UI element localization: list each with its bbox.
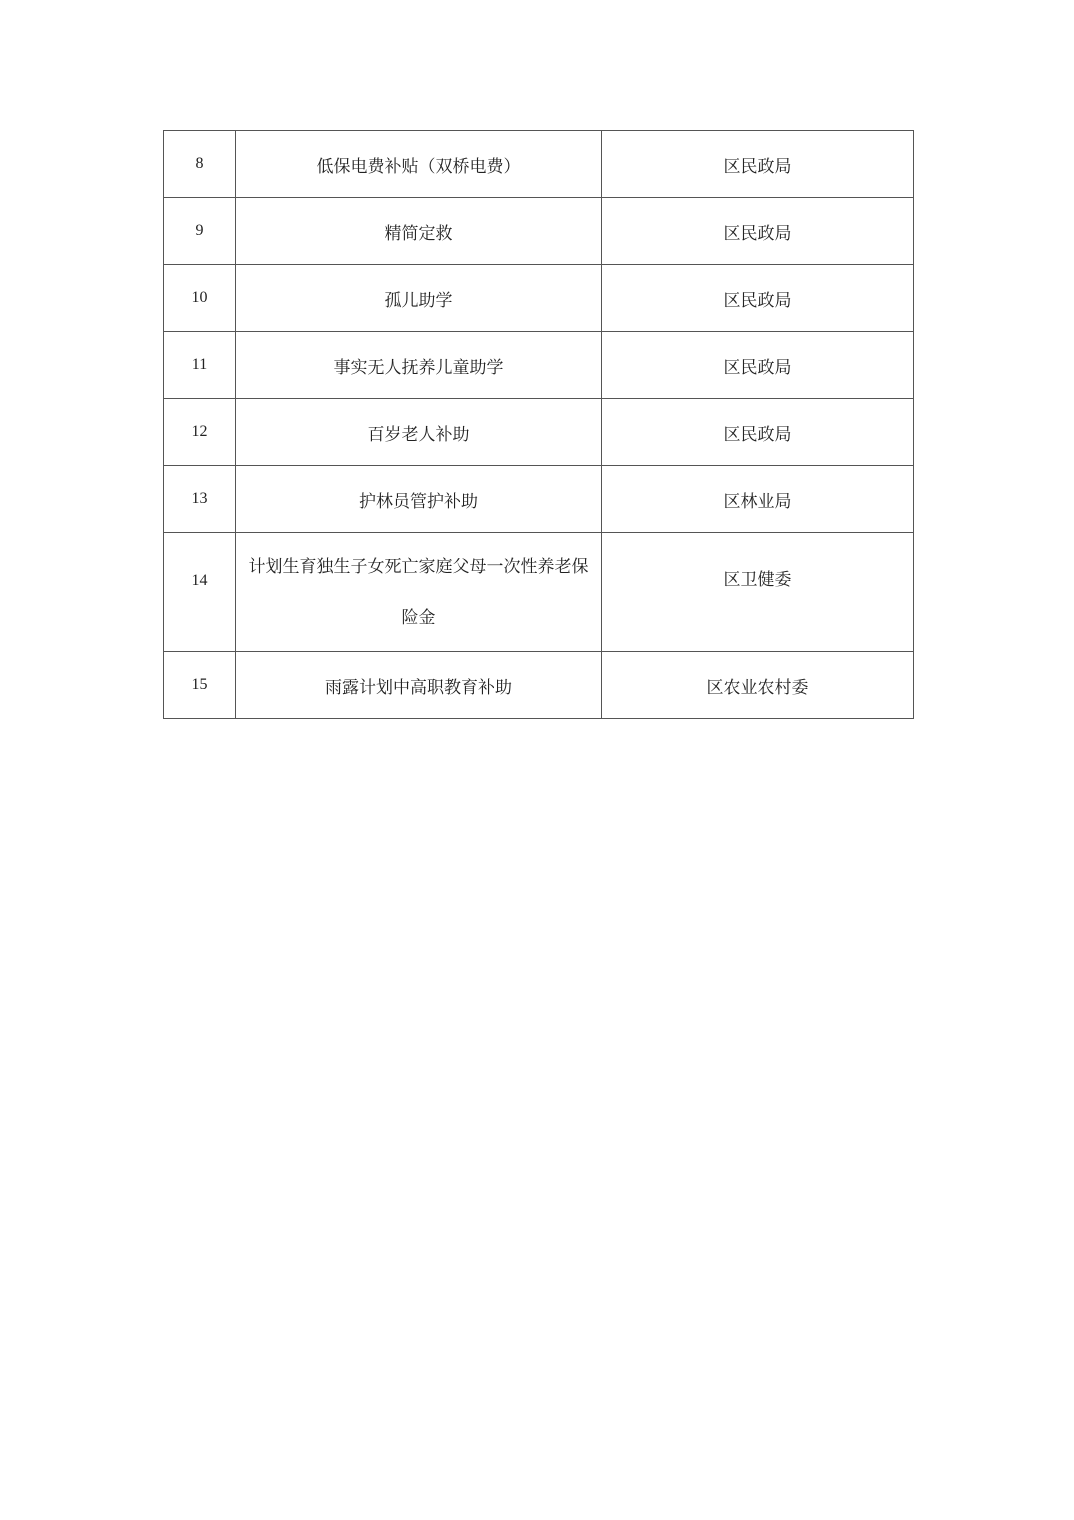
- subsidy-item: 计划生育独生子女死亡家庭父母一次性养老保险金: [236, 533, 602, 652]
- row-number: 9: [164, 198, 236, 265]
- responsible-department: 区民政局: [602, 198, 914, 265]
- subsidy-table: [163, 130, 914, 719]
- table-row: [164, 131, 914, 198]
- row-number: 8: [164, 131, 236, 198]
- subsidy-item: 护林员管护补助: [236, 466, 602, 533]
- table-row: [164, 399, 914, 466]
- row-number: 11: [164, 332, 236, 399]
- row-number: 15: [164, 652, 236, 719]
- responsible-department: 区农业农村委: [602, 652, 914, 719]
- row-number: 10: [164, 265, 236, 332]
- subsidy-item: 低保电费补贴（双桥电费）: [236, 131, 602, 198]
- subsidy-item: 雨露计划中高职教育补助: [236, 652, 602, 719]
- responsible-department: 区民政局: [602, 399, 914, 466]
- row-number: 14: [164, 533, 236, 652]
- subsidy-item: 事实无人抚养儿童助学: [236, 332, 602, 399]
- subsidy-item: 精简定救: [236, 198, 602, 265]
- subsidy-item: 孤儿助学: [236, 265, 602, 332]
- row-number: 12: [164, 399, 236, 466]
- responsible-department: 区民政局: [602, 332, 914, 399]
- table-row: [164, 265, 914, 332]
- row-number: 13: [164, 466, 236, 533]
- responsible-department: 区民政局: [602, 131, 914, 198]
- table-row: [164, 332, 914, 399]
- table-row: [164, 652, 914, 719]
- subsidy-item: 百岁老人补助: [236, 399, 602, 466]
- table-row: [164, 198, 914, 265]
- table-row: [164, 466, 914, 533]
- table-row: [164, 533, 914, 652]
- responsible-department: 区林业局: [602, 466, 914, 533]
- responsible-department: 区民政局: [602, 265, 914, 332]
- responsible-department: 区卫健委: [602, 533, 914, 652]
